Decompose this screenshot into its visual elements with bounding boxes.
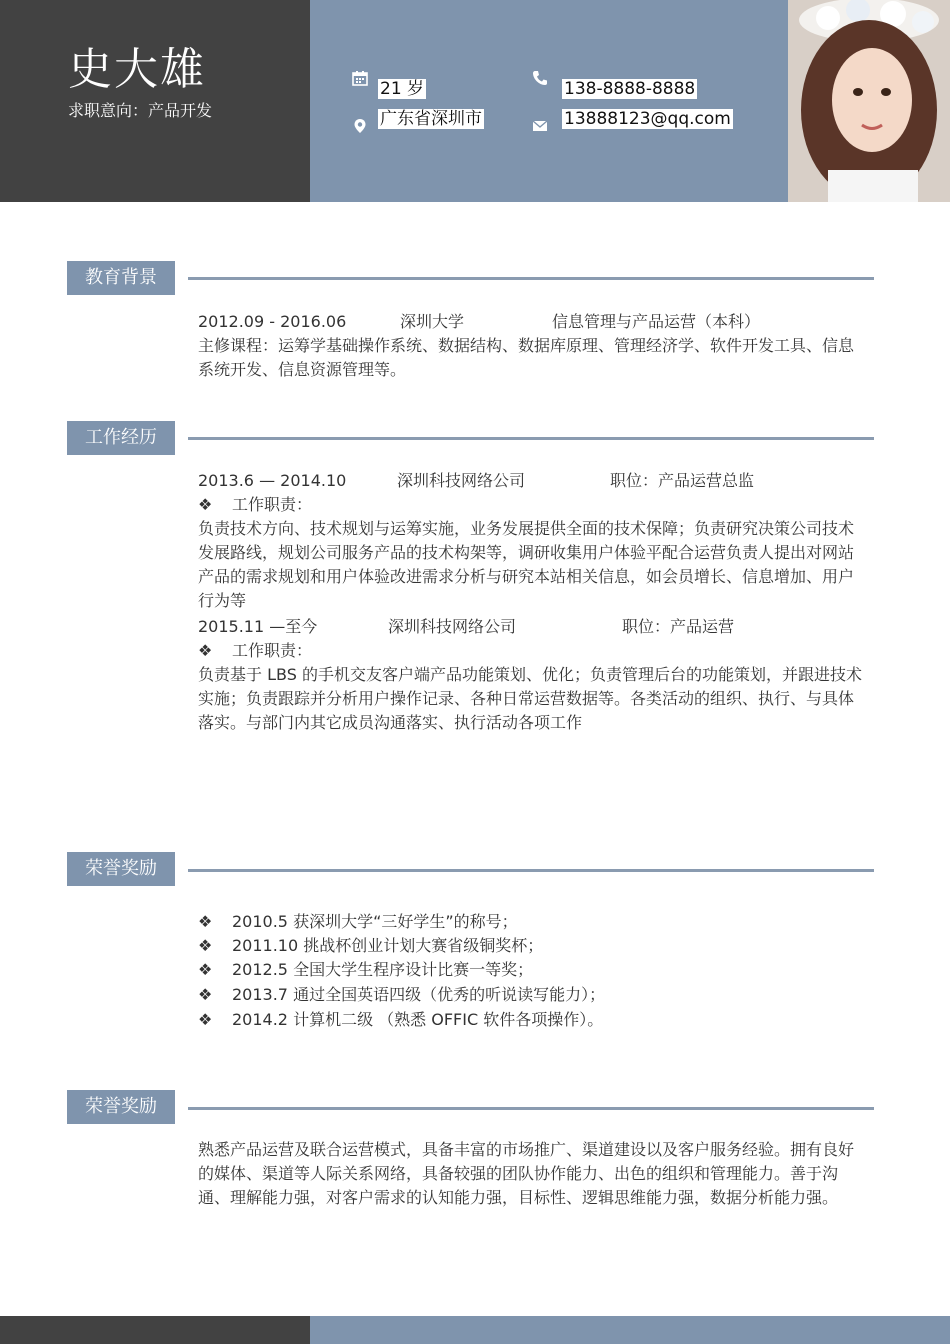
age-value: 21 岁: [380, 79, 425, 99]
job-period: 2013.6 — 2014.10: [198, 471, 347, 490]
honor-text: 2011.10 挑战杯创业计划大赛省级铜奖杯；: [232, 936, 544, 955]
education-major: 信息管理与产品运营（本科）: [552, 312, 761, 331]
bullet-icon: ❖: [198, 936, 213, 955]
honor-item: [198, 1008, 603, 1032]
education-courses: 主修课程：运筹学基础操作系统、数据结构、数据库原理、管理经济学、软件开发工具、信息系统开发、信息资源管理等。: [198, 336, 855, 379]
section-divider: [188, 1107, 874, 1110]
honor-text: 2010.5 获深圳大学“三好学生”的称号；: [232, 912, 518, 931]
phone-field: [562, 78, 697, 100]
footer-left-bar: [0, 1316, 310, 1344]
mail-icon: [532, 118, 548, 134]
job-duty-text: 负责基于 LBS 的手机交友客户端产品功能策划、优化；负责管理后台的功能策划，并跟进技术实施；负责跟踪并分析用户操作记录、各种日常运营数据等。各类活动的组织、执行、与具体落实。与部门内其它成员沟通落实、执行活动各项工作: [198, 665, 862, 732]
bullet-icon: ❖: [198, 1010, 213, 1029]
section-title-self-evaluation: 荣誉奖励: [67, 1090, 175, 1124]
job-duty-heading: [198, 493, 312, 517]
bullet-icon: ❖: [198, 641, 213, 660]
job-company: 深圳科技网络公司: [397, 471, 526, 490]
honor-item: [198, 934, 543, 958]
job-duty-label: 工作职责：: [232, 641, 313, 660]
section-divider: [188, 437, 874, 440]
job-intent: [68, 100, 212, 122]
email-value: 13888123@qq.com: [564, 109, 731, 129]
phone-value: 138-8888-8888: [564, 79, 696, 99]
honor-item: [198, 983, 605, 1007]
location-value: 广东省深圳市: [380, 109, 482, 129]
bullet-icon: ❖: [198, 985, 213, 1004]
section-title-work: 工作经历: [67, 421, 175, 455]
section-title-education: 教育背景: [67, 261, 175, 295]
self-evaluation-text: 熟悉产品运营及联合运营模式，具备丰富的市场推广、渠道建设以及客户服务经验。拥有良好的媒体、渠道等人际关系网络，具备较强的团队协作能力、出色的组织和管理能力。善于沟通、理解能力强，对客户需求的认知能力强，目标性、逻辑思维能力强，数据分析能力强。: [198, 1140, 855, 1207]
candidate-name: 史大雄: [68, 44, 206, 95]
location-field: [378, 108, 484, 130]
footer-right-bar: [310, 1316, 950, 1344]
email-field: [562, 108, 733, 130]
education-school: 深圳大学: [400, 312, 465, 331]
job-position: 职位：产品运营: [622, 617, 735, 636]
section-divider: [188, 277, 874, 280]
job-company: 深圳科技网络公司: [388, 617, 517, 636]
job-intent-label: 求职意向：: [68, 101, 149, 120]
job-position: 职位：产品运营总监: [610, 471, 755, 490]
honor-text: 2012.5 全国大学生程序设计比赛一等奖；: [232, 960, 534, 979]
location-pin-icon: [352, 118, 368, 134]
bullet-icon: ❖: [198, 912, 213, 931]
honor-text: 2014.2 计算机二级 （熟悉 OFFIC 软件各项操作）。: [232, 1010, 604, 1029]
header-contact-panel: [310, 0, 788, 202]
job-duty-label: 工作职责：: [232, 495, 313, 514]
age-field: [378, 78, 426, 100]
honor-item: [198, 958, 533, 982]
section-title-honors: 荣誉奖励: [67, 852, 175, 886]
profile-photo: [788, 0, 950, 202]
job-duty-text: 负责技术方向、技术规划与运筹实施，业务发展提供全面的技术保障；负责研究决策公司技术发展路线，规划公司服务产品的技术构架等，调研收集用户体验平配合运营负责人提出对网站产品的需求规划和用户体验改进需求分析与研究本站相关信息，如会员增长、信息增加、用户行为等: [198, 519, 855, 610]
education-period: 2012.09 - 2016.06: [198, 312, 347, 331]
calendar-icon: [352, 70, 368, 86]
phone-icon: [532, 70, 548, 86]
job-intent-value: 产品开发: [148, 101, 213, 120]
job-duty-heading: [198, 639, 312, 663]
honor-item: [198, 910, 518, 934]
honor-text: 2013.7 通过全国英语四级（优秀的听说读写能力）；: [232, 985, 606, 1004]
bullet-icon: ❖: [198, 495, 213, 514]
section-divider: [188, 869, 874, 872]
job-period: 2015.11 —至今: [198, 617, 318, 636]
bullet-icon: ❖: [198, 960, 213, 979]
